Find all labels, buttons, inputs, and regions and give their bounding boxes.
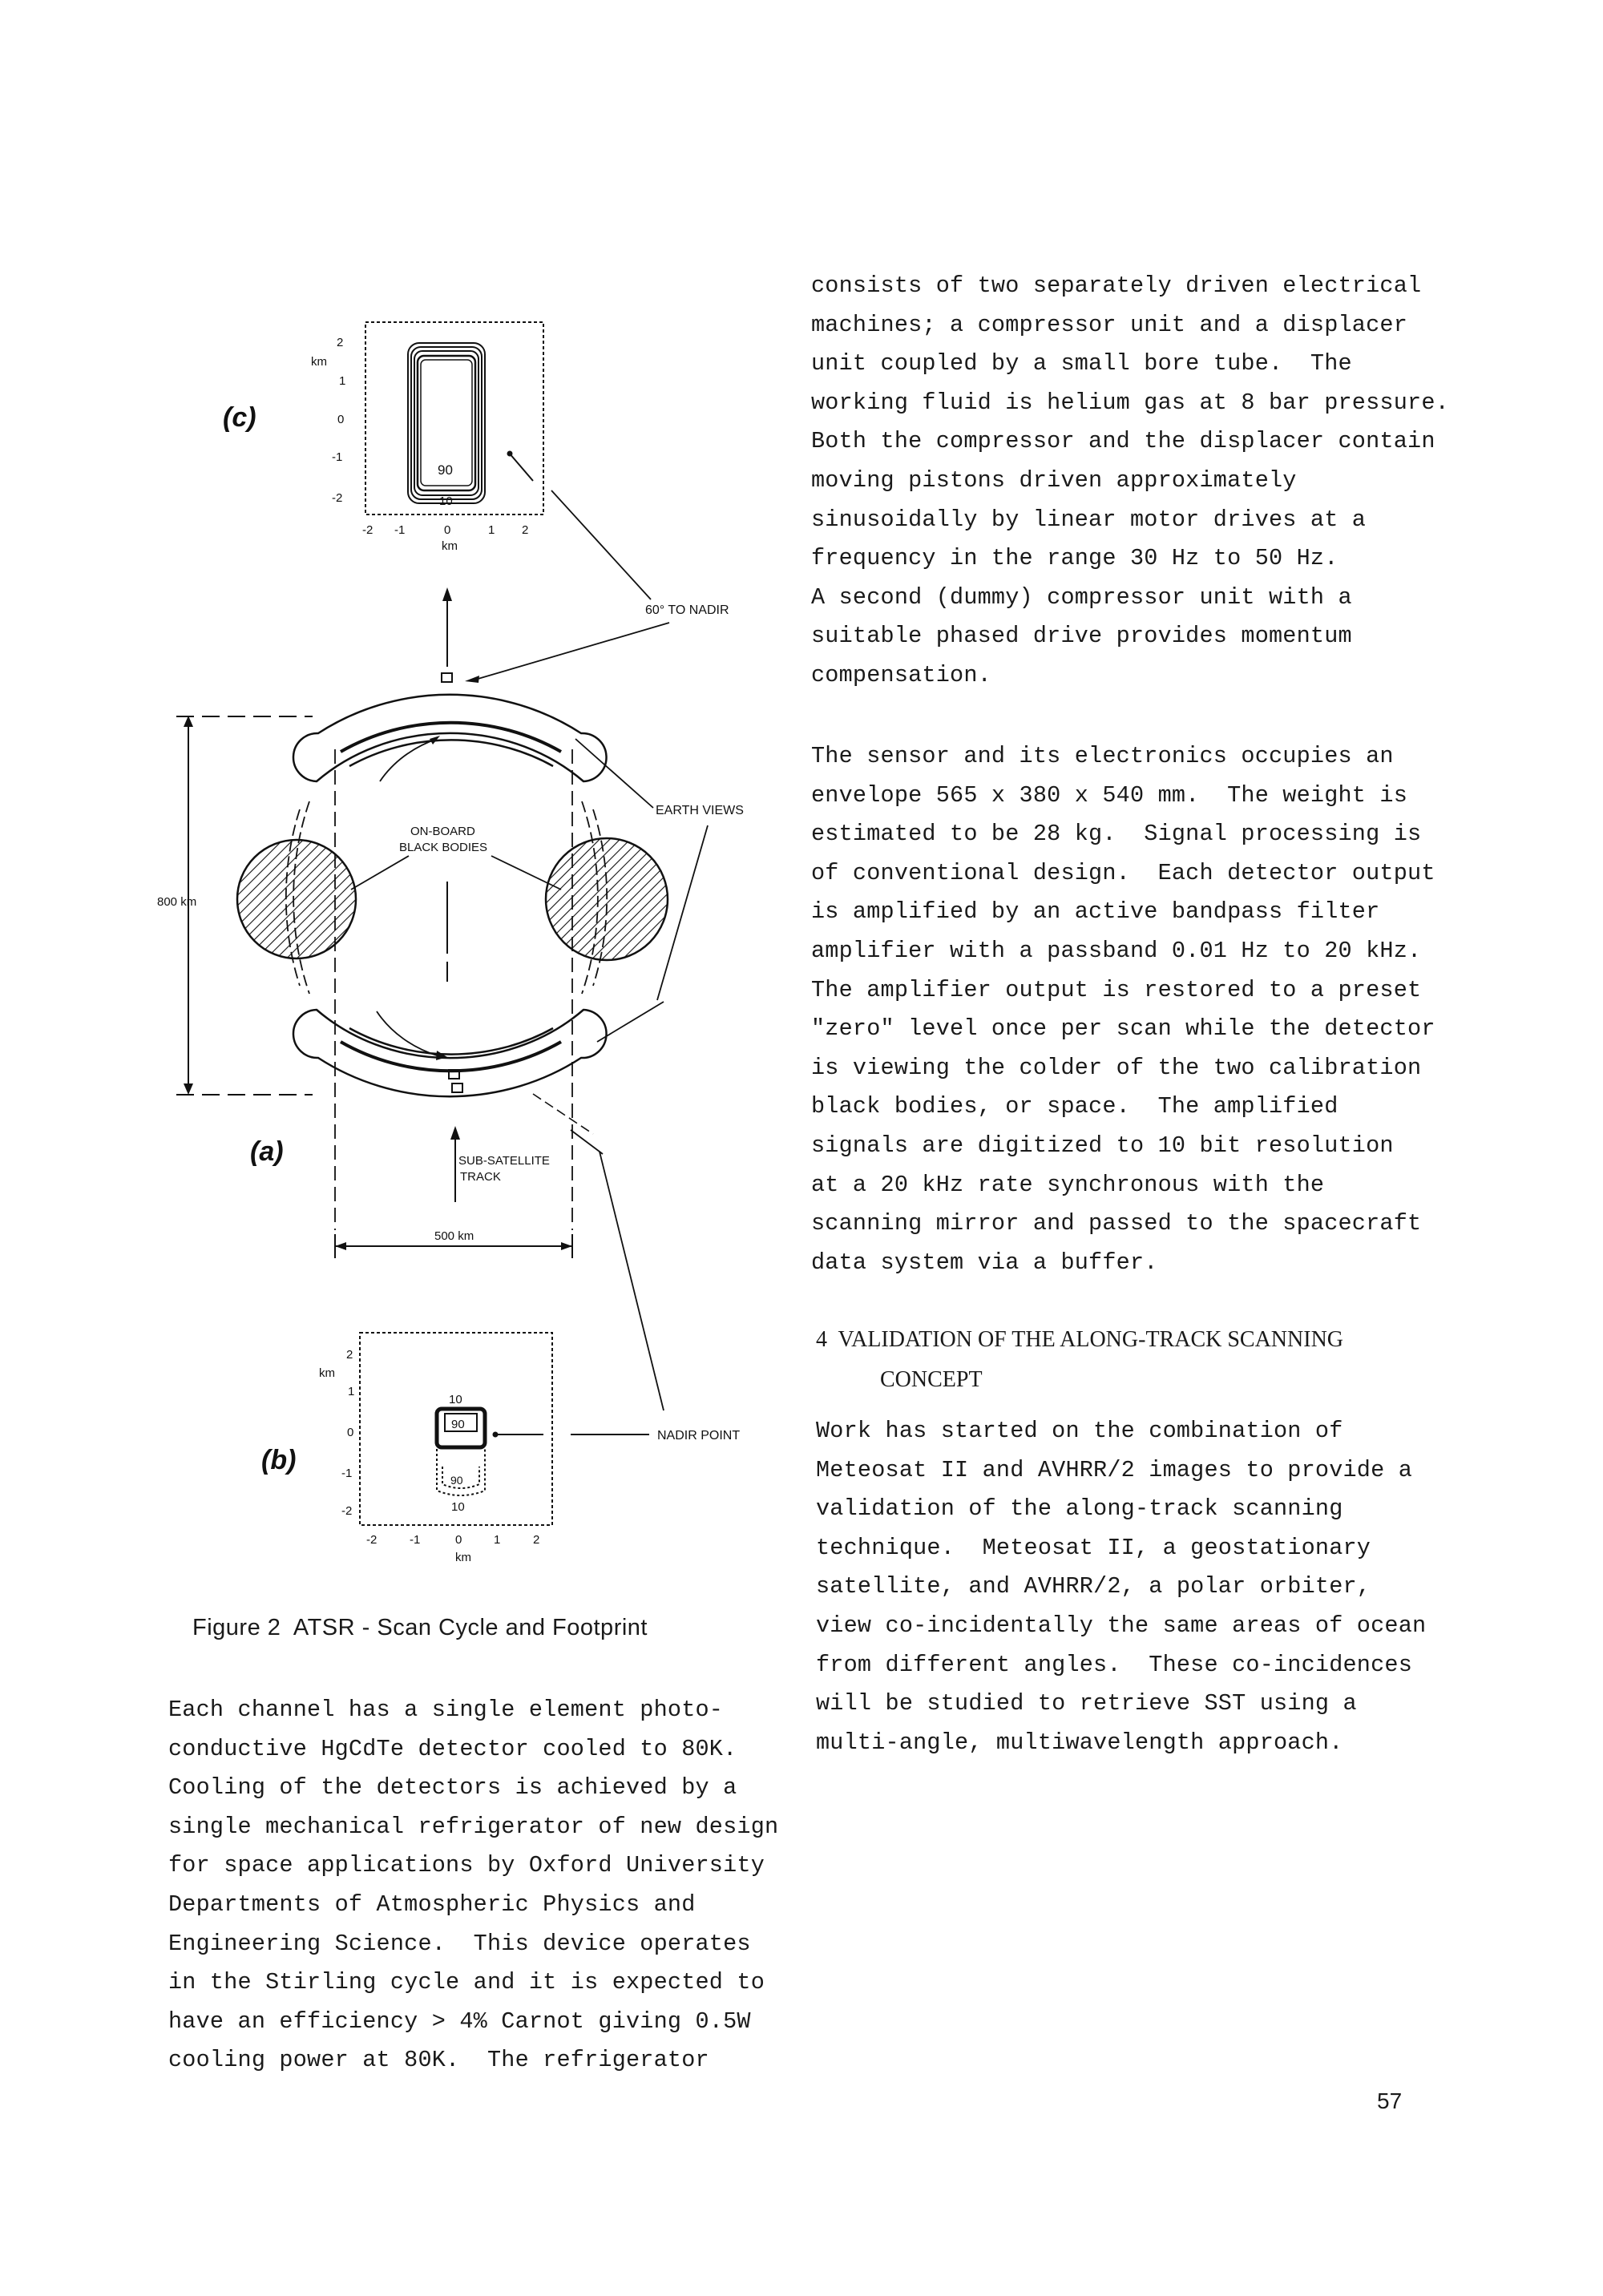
xtick-b-0: 0	[455, 1533, 462, 1547]
text-line: cooling power at 80K. The refrigerator	[168, 2047, 709, 2074]
section-heading-line-1: 4 VALIDATION OF THE ALONG-TRACK SCANNING	[816, 1327, 1344, 1352]
scan-cycle-figure	[0, 0, 802, 1619]
contour-label-b-90-bottom: 90	[450, 1474, 463, 1487]
text-line: The sensor and its electronics occupies an	[811, 743, 1394, 769]
label-onboard-1: ON-BOARD	[410, 825, 475, 838]
right-column-para-3	[816, 1412, 1426, 1762]
contour-label-b-10-top: 10	[449, 1393, 462, 1406]
text-line: sinusoidally by linear motor drives at a	[811, 506, 1367, 533]
km-label-c-x: km	[442, 539, 458, 553]
text-line: validation of the along-track scanning	[816, 1495, 1343, 1523]
xtick-c-m2: -2	[362, 523, 373, 537]
text-line: Meteosat II and AVHRR/2 images to provide a	[816, 1456, 1413, 1483]
text-line: The amplifier output is restored to a preset	[811, 976, 1422, 1003]
xtick-c-m1: -1	[394, 523, 406, 537]
footprint-plot-b	[319, 1333, 552, 1564]
text-line: machines; a compressor unit and a displacer	[811, 311, 1408, 338]
text-line: estimated to be 28 kg. Signal processing is	[811, 821, 1422, 848]
xtick-b-2: 2	[533, 1533, 540, 1547]
ytick-c-m1: -1	[332, 450, 343, 464]
panel-a-label: (a)	[250, 1136, 284, 1167]
text-line: view co-incidentally the same areas of ocean	[816, 1612, 1427, 1639]
text-line: will be studied to retrieve SST using a	[816, 1690, 1357, 1717]
text-line: Each channel has a single element photo-	[168, 1697, 724, 1723]
blackbody-left	[237, 840, 356, 958]
blackbody-right	[546, 838, 668, 960]
text-line: working fluid is helium gas at 8 bar pressure.	[811, 389, 1449, 416]
label-earth-views: EARTH VIEWS	[656, 804, 744, 817]
ytick-b-0: 0	[347, 1426, 354, 1439]
text-line: frequency in the range 30 Hz to 50 Hz.	[811, 545, 1339, 572]
text-line: at a 20 kHz rate synchronous with the	[811, 1171, 1325, 1198]
text-line: Work has started on the combination of	[816, 1418, 1343, 1444]
ytick-b-m1: -1	[341, 1467, 353, 1480]
text-line: have an efficiency > 4% Carnot giving 0.5W	[168, 2007, 751, 2035]
xtick-b-m1: -1	[410, 1533, 421, 1547]
xtick-b-m2: -2	[366, 1533, 378, 1547]
figure-caption: Figure 2 ATSR - Scan Cycle and Footprint	[192, 1615, 648, 1640]
panel-c-label: (c)	[223, 402, 256, 433]
xtick-c-2: 2	[522, 523, 529, 537]
text-line: "zero" level once per scan while the detector	[811, 1015, 1435, 1043]
text-line: Cooling of the detectors is achieved by a	[168, 1774, 737, 1802]
scan-geometry-a	[157, 587, 744, 1410]
label-nadir-point: NADIR POINT	[657, 1429, 741, 1443]
text-line: A second (dummy) compressor unit with a	[811, 583, 1352, 611]
xtick-c-1: 1	[488, 523, 495, 537]
ytick-b-1: 1	[348, 1385, 355, 1398]
km-label-b-x: km	[455, 1551, 471, 1564]
text-line: is viewing the colder of the two calibration	[811, 1054, 1422, 1081]
text-line: in the Stirling cycle and it is expected to	[168, 1969, 765, 1996]
km-label-c-y: km	[311, 355, 327, 369]
text-line: Departments of Atmospheric Physics and	[168, 1890, 696, 1918]
text-line: moving pistons driven approximately	[811, 466, 1297, 494]
ytick-b-2: 2	[346, 1348, 353, 1362]
contour-label-c-10: 10	[439, 494, 453, 508]
contour-label-b-90-top: 90	[451, 1418, 465, 1431]
text-line: amplifier with a passband 0.01 Hz to 20 kHz.	[811, 937, 1422, 964]
xtick-c-0: 0	[444, 523, 451, 537]
text-line: suitable phased drive provides momentum	[811, 623, 1352, 650]
text-line: multi-angle, multiwavelength approach.	[816, 1729, 1343, 1756]
label-onboard-2: BLACK BODIES	[399, 841, 488, 854]
contour-label-b-10-bottom: 10	[451, 1500, 465, 1514]
section-heading-line-2: CONCEPT	[880, 1367, 983, 1392]
km-label-b-y: km	[319, 1366, 335, 1380]
ytick-c-m2: -2	[332, 491, 343, 505]
text-line: conductive HgCdTe detector cooled to 80K.	[168, 1735, 737, 1762]
label-60-to-nadir: 60° TO NADIR	[645, 603, 729, 617]
text-line: envelope 565 x 380 x 540 mm. The weight is	[811, 781, 1408, 809]
text-line: unit coupled by a small bore tube. The	[811, 350, 1352, 377]
text-line: of conventional design. Each detector output	[811, 859, 1435, 886]
text-line: consists of two separately driven electrical	[811, 272, 1422, 299]
ytick-c-0: 0	[337, 413, 345, 426]
footprint-plot-c	[311, 322, 543, 553]
text-line: technique. Meteosat II, a geostationary	[816, 1534, 1371, 1561]
text-line: for space applications by Oxford University	[168, 1852, 765, 1879]
label-subsat-2: TRACK	[460, 1170, 501, 1184]
text-line: Both the compressor and the displacer contain	[811, 428, 1435, 455]
text-line: signals are digitized to 10 bit resolution	[811, 1132, 1394, 1159]
panel-b-label: (b)	[261, 1445, 297, 1475]
text-line: Engineering Science. This device operates	[168, 1930, 751, 1957]
text-line: data system via a buffer.	[811, 1249, 1158, 1276]
right-column-para-1	[811, 267, 1449, 696]
label-subsat-1: SUB-SATELLITE	[458, 1154, 550, 1168]
text-line: is amplified by an active bandpass filter	[811, 898, 1380, 926]
right-column-para-2	[811, 737, 1435, 1282]
text-line: scanning mirror and passed to the spacecraft	[811, 1210, 1422, 1237]
text-line: from different angles. These co-incidences	[816, 1651, 1413, 1678]
left-column-text	[168, 1691, 778, 2080]
xtick-b-1: 1	[494, 1533, 501, 1547]
page-number: 57	[1377, 2088, 1403, 2113]
ytick-c-2: 2	[337, 336, 344, 349]
text-line: black bodies, or space. The amplified	[811, 1093, 1339, 1120]
text-line: satellite, and AVHRR/2, a polar orbiter,	[816, 1573, 1371, 1600]
label-500km: 500 km	[434, 1229, 474, 1243]
ytick-b-m2: -2	[341, 1504, 353, 1518]
ytick-c-1: 1	[339, 374, 346, 388]
contour-label-c-90: 90	[438, 462, 453, 478]
label-800km: 800 km	[157, 895, 197, 909]
text-line: single mechanical refrigerator of new design	[168, 1813, 779, 1840]
text-line: compensation.	[811, 661, 991, 688]
